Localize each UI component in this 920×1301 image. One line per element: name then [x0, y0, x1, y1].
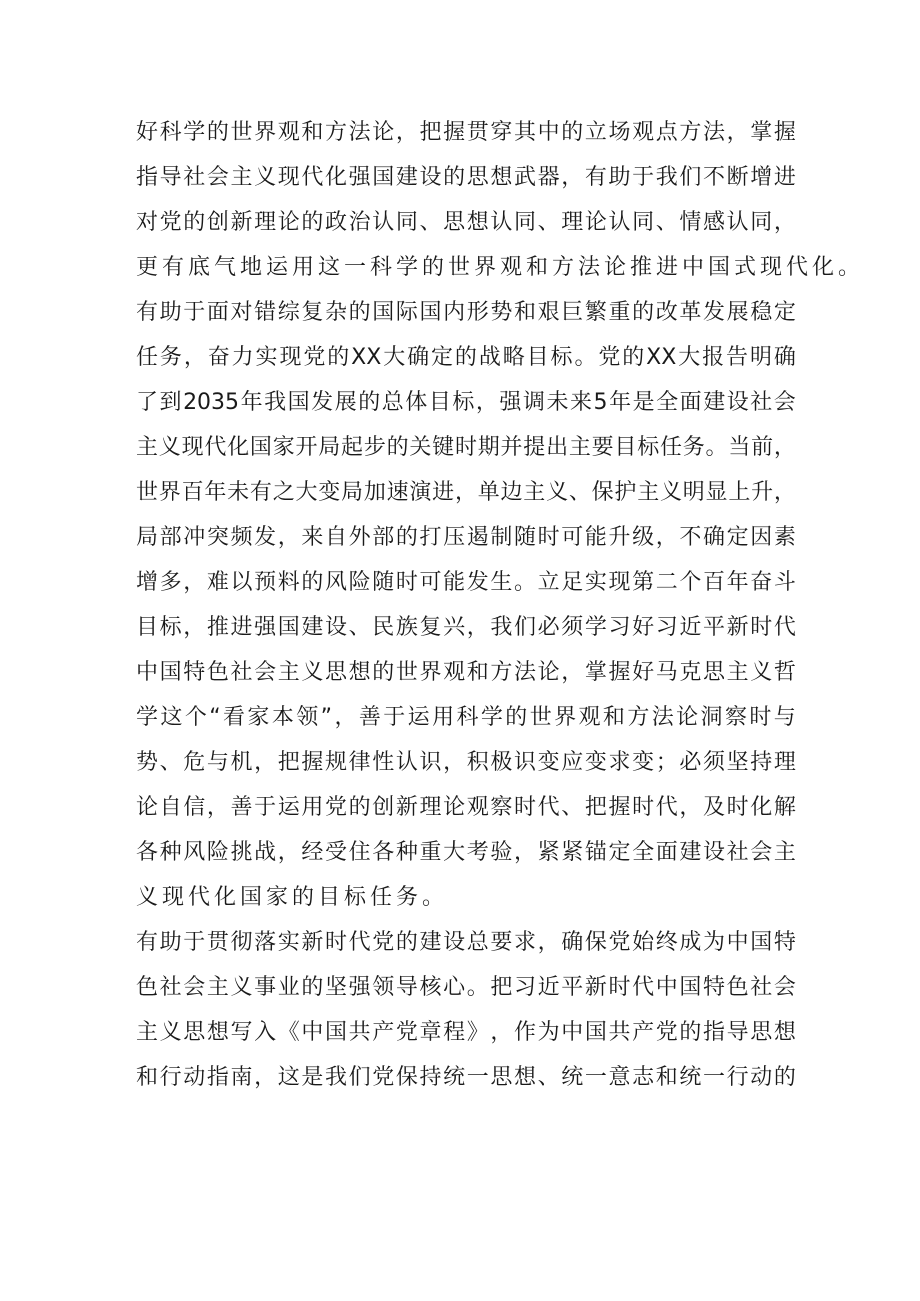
text-line: 势 、 危 与 机 ， 把 握 规 律 性 认 识 ， 积 极 识 变 应 变 求 变 ； 必 须 坚 持 理	[136, 750, 796, 775]
text-line: 学 这 个 “ 看 家 本 领 ” ， 善 于 运 用 科 学 的 世 界 观 和 方 法 论 洞 察 时 与	[136, 705, 796, 730]
text-line: 对 党 的 创 新 理 论 的 政 治 认 同 、 思 想 认 同 、 理 论 认 同 、 情 感 认 同 ，	[136, 210, 796, 235]
text-line: 局 部 冲 突 频 发 ， 来 自 外 部 的 打 压 遏 制 随 时 可 能 升 级 ， 不 确 定 因 素	[136, 525, 796, 550]
text-line: 世 界 百 年 未 有 之 大 变 局 加 速 演 进 ， 单 边 主 义 、 保 护 主 义 明 显 上 升 ，	[136, 480, 796, 505]
text-line: 和 行 动 指 南 ， 这 是 我 们 党 保 持 统 一 思 想 、 统 一 意 志 和 统 一 行 动 的	[136, 1065, 796, 1090]
text-line: 目 标 ， 推 进 强 国 建 设 、 民 族 复 兴 ， 我 们 必 须 学 习 好 习 近 平 新 时 代	[136, 615, 796, 640]
text-line: 更有底气地运用这一科学的世界观和方法论推进中国式现代化。	[136, 255, 865, 280]
text-line: 色 社 会 主 义 事 业 的 坚 强 领 导 核 心 。 把 习 近 平 新 时 代 中 国 特 色 社 会	[136, 975, 796, 1000]
text-line: 有 助 于 面 对 错 综 复 杂 的 国 际 国 内 形 势 和 艰 巨 繁 重 的 改 革 发 展 稳 定	[136, 300, 796, 325]
text-line: 义现代化国家的目标任务。	[136, 885, 449, 910]
text-line: 增 多 ， 难 以 预 料 的 风 险 随 时 可 能 发 生 。 立 足 实 现 第 二 个 百 年 奋 斗	[136, 570, 796, 595]
text-line: 指 导 社 会 主 义 现 代 化 强 国 建 设 的 思 想 武 器 ， 有 助 于 我 们 不 断 增 进	[136, 165, 796, 190]
body-text	[136, 110, 865, 1100]
text-line: 了 到 2035 年 我 国 发 展 的 总 体 目 标 ， 强 调 未 来 5 年 是 全 面 建 设 社 会	[136, 390, 796, 415]
text-line: 主 义 现 代 化 国 家 开 局 起 步 的 关 键 时 期 并 提 出 主 要 目 标 任 务 。 当 前 ，	[136, 435, 796, 460]
text-line: 主 义 思 想 写 入 《 中 国 共 产 党 章 程 》 ， 作 为 中 国 共 产 党 的 指 导 思 想	[136, 1020, 796, 1045]
text-line: 中 国 特 色 社 会 主 义 思 想 的 世 界 观 和 方 法 论 ， 掌 握 好 马 克 思 主 义 哲	[136, 660, 796, 685]
text-line: 各 种 风 险 挑 战 ， 经 受 住 各 种 重 大 考 验 ， 紧 紧 锚 定 全 面 建 设 社 会 主	[136, 840, 796, 865]
text-line: 论 自 信 ， 善 于 运 用 党 的 创 新 理 论 观 察 时 代 、 把 握 时 代 ， 及 时 化 解	[136, 795, 796, 820]
text-line: 任 务 ， 奋 力 实 现 党 的 XX 大 确 定 的 战 略 目 标 。 党 的 XX 大 报 告 明 确	[136, 345, 796, 370]
text-line: 有 助 于 贯 彻 落 实 新 时 代 党 的 建 设 总 要 求 ， 确 保 党 始 终 成 为 中 国 特	[136, 930, 796, 955]
text-line: 好 科 学 的 世 界 观 和 方 法 论 ， 把 握 贯 穿 其 中 的 立 场 观 点 方 法 ， 掌 握	[136, 120, 796, 145]
